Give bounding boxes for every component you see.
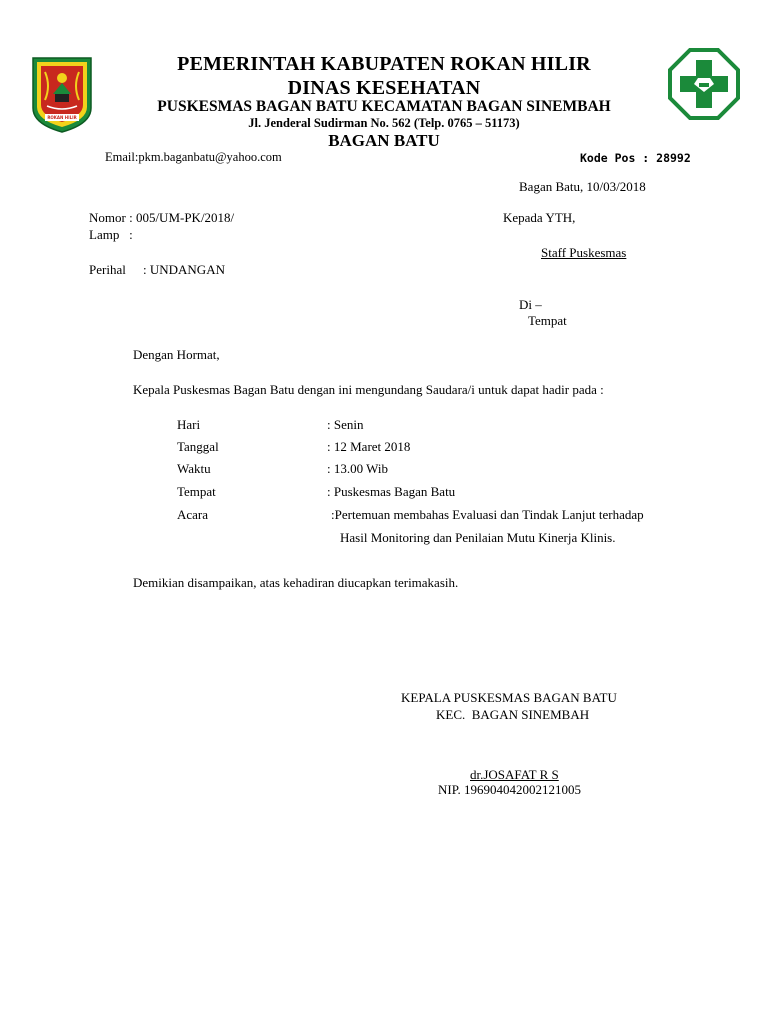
detail-value: : Puskesmas Bagan Batu: [327, 484, 456, 499]
letter-recipient: Staff Puskesmas: [541, 245, 627, 260]
header-postal-code: Kode Pos : 28992: [580, 151, 691, 165]
signature-name: dr.JOSAFAT R S: [470, 767, 559, 782]
header-government: PEMERINTAH KABUPATEN ROKAN HILIR: [177, 53, 591, 75]
signature-title: KEPALA PUSKESMAS BAGAN BATU: [401, 690, 617, 705]
detail-value-continuation: Hasil Monitoring dan Penilaian Mutu Kinerja Klinis.: [340, 530, 616, 545]
detail-label: Waktu: [177, 461, 211, 476]
letter-kepada: Kepada YTH,: [503, 210, 576, 225]
letter-salutation: Dengan Hormat,: [133, 347, 220, 362]
letter-subject-label: Perihal: [89, 262, 126, 277]
detail-value: : Senin: [327, 417, 364, 432]
detail-value: : 13.00 Wib: [327, 461, 388, 476]
letter-subject-value: : UNDANGAN: [143, 262, 225, 277]
emblem-text: ROKAN HILIR: [47, 115, 77, 120]
letter-tempat: Tempat: [528, 313, 567, 328]
header-address: Jl. Jenderal Sudirman No. 562 (Telp. 0765 – 51173): [248, 116, 520, 130]
letter-number: Nomor : 005/UM-PK/2018/: [89, 210, 235, 225]
detail-value: : 12 Maret 2018: [327, 439, 411, 454]
letter-attachment: Lamp :: [89, 227, 133, 242]
header-agency: DINAS KESEHATAN: [287, 77, 481, 99]
signature-nip: NIP. 196904042002121005: [438, 782, 582, 797]
letter-di: Di –: [519, 297, 542, 312]
detail-value: :Pertemuan membahas Evaluasi dan Tindak Lanjut terhadap: [331, 507, 644, 522]
header-puskesmas: PUSKESMAS BAGAN BATU KECAMATAN BAGAN SINEMBAH: [157, 98, 611, 115]
header-city: BAGAN BATU: [328, 131, 440, 150]
detail-label: Tanggal: [177, 439, 219, 454]
detail-label: Hari: [177, 417, 201, 432]
detail-label: Acara: [177, 507, 209, 522]
header-email: Email:pkm.baganbatu@yahoo.com: [105, 150, 282, 164]
detail-label: Tempat: [177, 484, 216, 499]
signature-subtitle: KEC. BAGAN SINEMBAH: [436, 707, 590, 722]
letter-place-date: Bagan Batu, 10/03/2018: [519, 179, 646, 194]
letter-intro: Kepala Puskesmas Bagan Batu dengan ini mengundang Saudara/i untuk dapat hadir pada :: [133, 382, 604, 397]
letter-closing: Demikian disampaikan, atas kehadiran diucapkan terimakasih.: [133, 575, 459, 590]
